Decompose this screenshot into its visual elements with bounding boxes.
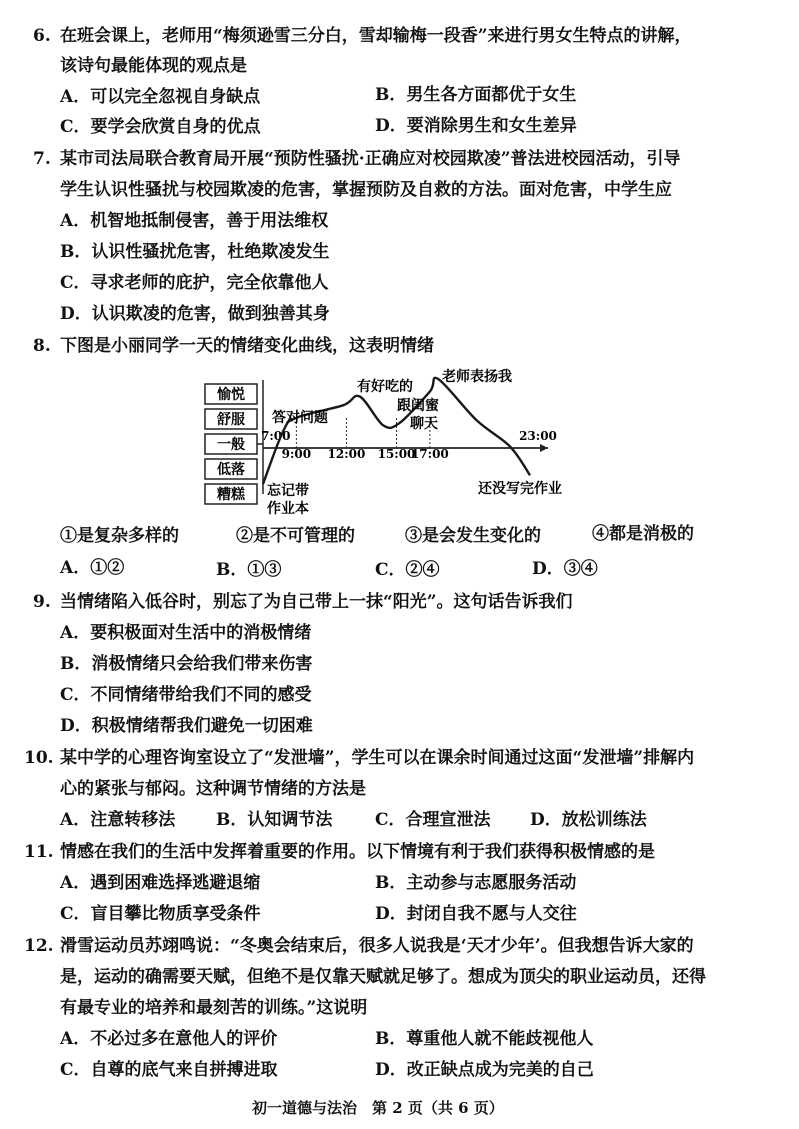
annotation-answer-question: 答对问题 (272, 410, 328, 426)
q7-option-b: B．认识性骚扰危害，杜绝欺凌发生 (60, 242, 330, 262)
x-tick-label: 23:00 (519, 429, 557, 443)
page-footer: 初一道德与法治 第 2 页（共 6 页） (252, 1099, 504, 1117)
level-label: 低落 (217, 462, 245, 478)
q8-option-a: A．①② (60, 558, 125, 578)
q10-number: 10. (24, 748, 54, 768)
annotation-chat-bestie-2: 聊天 (410, 416, 438, 432)
q12-option-b: B．尊重他人就不能歧视他人 (375, 1029, 594, 1049)
q12-option-a: A．不必过多在意他人的评价 (60, 1029, 278, 1049)
q7-option-a: A．机智地抵制侵害，善于用法维权 (60, 211, 329, 231)
x-tick-label: 17:00 (410, 447, 449, 461)
q11-stem: 情感在我们的生活中发挥着重要的作用。以下情境有利于我们获得积极情感的是 (60, 842, 655, 862)
q10-option-c: C．合理宣泄法 (375, 810, 491, 830)
q6-stem-line-2: 该诗句最能体现的观点是 (60, 56, 247, 76)
q6-option-d: D．要消除男生和女生差异 (375, 116, 577, 136)
q8-statement-1: ①是复杂多样的 (60, 526, 179, 546)
q10-stem-line-1: 某中学的心理咨询室设立了“发泄墙”，学生可以在课余时间通过这面“发泄墙”排解内 (60, 748, 695, 768)
mood-chart (0, 362, 799, 522)
q11-option-c: C．盲目攀比物质享受条件 (60, 904, 261, 924)
q9-option-d: D．积极情绪帮我们避免一切困难 (60, 716, 313, 736)
annotation-forgot-2: 作业本 (267, 501, 309, 517)
q7-stem-line-1: 某市司法局联合教育局开展“预防性骚扰·正确应对校园欺凌”普法进校园活动，引导 (60, 149, 681, 169)
q9-option-b: B．消极情绪只会给我们带来伤害 (60, 654, 313, 674)
q9-number: 9. (33, 592, 51, 612)
q8-option-c: C．②④ (375, 560, 440, 580)
q9-option-c: C．不同情绪带给我们不同的感受 (60, 685, 312, 705)
q10-option-a: A．注意转移法 (60, 810, 176, 830)
q7-option-d: D．认识欺凌的危害，做到独善其身 (60, 304, 330, 324)
q12-number: 12. (24, 936, 54, 956)
q11-number: 11. (24, 842, 54, 862)
q7-number: 7. (33, 149, 51, 169)
q8-option-b: B．①③ (216, 560, 282, 580)
q6-stem-line-1: 在班会课上，老师用“梅须逊雪三分白，雪却输梅一段香”来进行男女生特点的讲解， (60, 26, 692, 46)
q8-stem: 下图是小丽同学一天的情绪变化曲线，这表明情绪 (60, 336, 434, 356)
annotation-good-food: 有好吃的 (357, 379, 413, 395)
x-tick-label: 12:00 (327, 447, 366, 461)
q7-stem-line-2: 学生认识性骚扰与校园欺凌的危害，掌握预防及自救的方法。面对危害，中学生应 (60, 180, 672, 200)
level-label: 舒服 (217, 412, 245, 428)
q9-stem: 当情绪陷入低谷时，别忘了为自己带上一抹“阳光”。这句话告诉我们 (60, 592, 573, 612)
q11-option-a: A．遇到困难选择逃避退缩 (60, 873, 261, 893)
q6-option-c: C．要学会欣赏自身的优点 (60, 117, 261, 137)
q12-option-d: D．改正缺点成为完美的自己 (375, 1060, 594, 1080)
chart-x-arrow (540, 444, 548, 452)
q12-stem-line-3: 有最专业的培养和最刻苦的训练。”这说明 (60, 998, 368, 1018)
q8-statement-4: ④都是消极的 (592, 524, 694, 544)
annotation-forgot-1: 忘记带 (267, 483, 309, 499)
annotation-chat-bestie-1: 跟闺蜜 (397, 398, 439, 414)
q12-stem-line-2: 是，运动的确需要天赋，但绝不是仅靠天赋就足够了。想成为顶尖的职业运动员，还得 (60, 967, 706, 987)
q8-option-d: D．③④ (532, 559, 598, 579)
q10-stem-line-2: 心的紧张与郁闷。这种调节情绪的方法是 (60, 779, 366, 799)
x-tick-label: 7:00 (261, 429, 291, 443)
q10-option-d: D．放松训练法 (530, 810, 647, 830)
q11-option-b: B．主动参与志愿服务活动 (375, 873, 577, 893)
level-label: 愉悦 (217, 387, 245, 403)
q12-option-c: C．自尊的底气来自拼搏进取 (60, 1060, 278, 1080)
q10-option-b: B．认知调节法 (216, 810, 333, 830)
q11-option-d: D．封闭自我不愿与人交往 (375, 904, 577, 924)
level-label: 一般 (217, 437, 245, 453)
q8-statement-3: ③是会发生变化的 (405, 526, 541, 546)
q6-option-a: A．可以完全忽视自身缺点 (60, 87, 261, 107)
q7-option-c: C．寻求老师的庇护，完全依靠他人 (60, 273, 329, 293)
annotation-homework-unfinished: 还没写完作业 (478, 481, 562, 497)
x-tick-label: 9:00 (281, 447, 312, 461)
annotation-teacher-praise: 老师表扬我 (442, 369, 512, 385)
q12-stem-line-1: 滑雪运动员苏翊鸣说：“冬奥会结束后，很多人说我是‘天才少年’。但我想告诉大家的 (60, 936, 694, 956)
level-label: 糟糕 (217, 487, 245, 503)
x-tick-label: 15:00 (377, 447, 416, 461)
q6-option-b: B．男生各方面都优于女生 (375, 85, 577, 105)
q8-number: 8. (33, 336, 51, 356)
q9-option-a: A．要积极面对生活中的消极情绪 (60, 623, 312, 643)
q8-statement-2: ②是不可管理的 (236, 526, 355, 546)
q6-number: 6. (33, 26, 51, 46)
